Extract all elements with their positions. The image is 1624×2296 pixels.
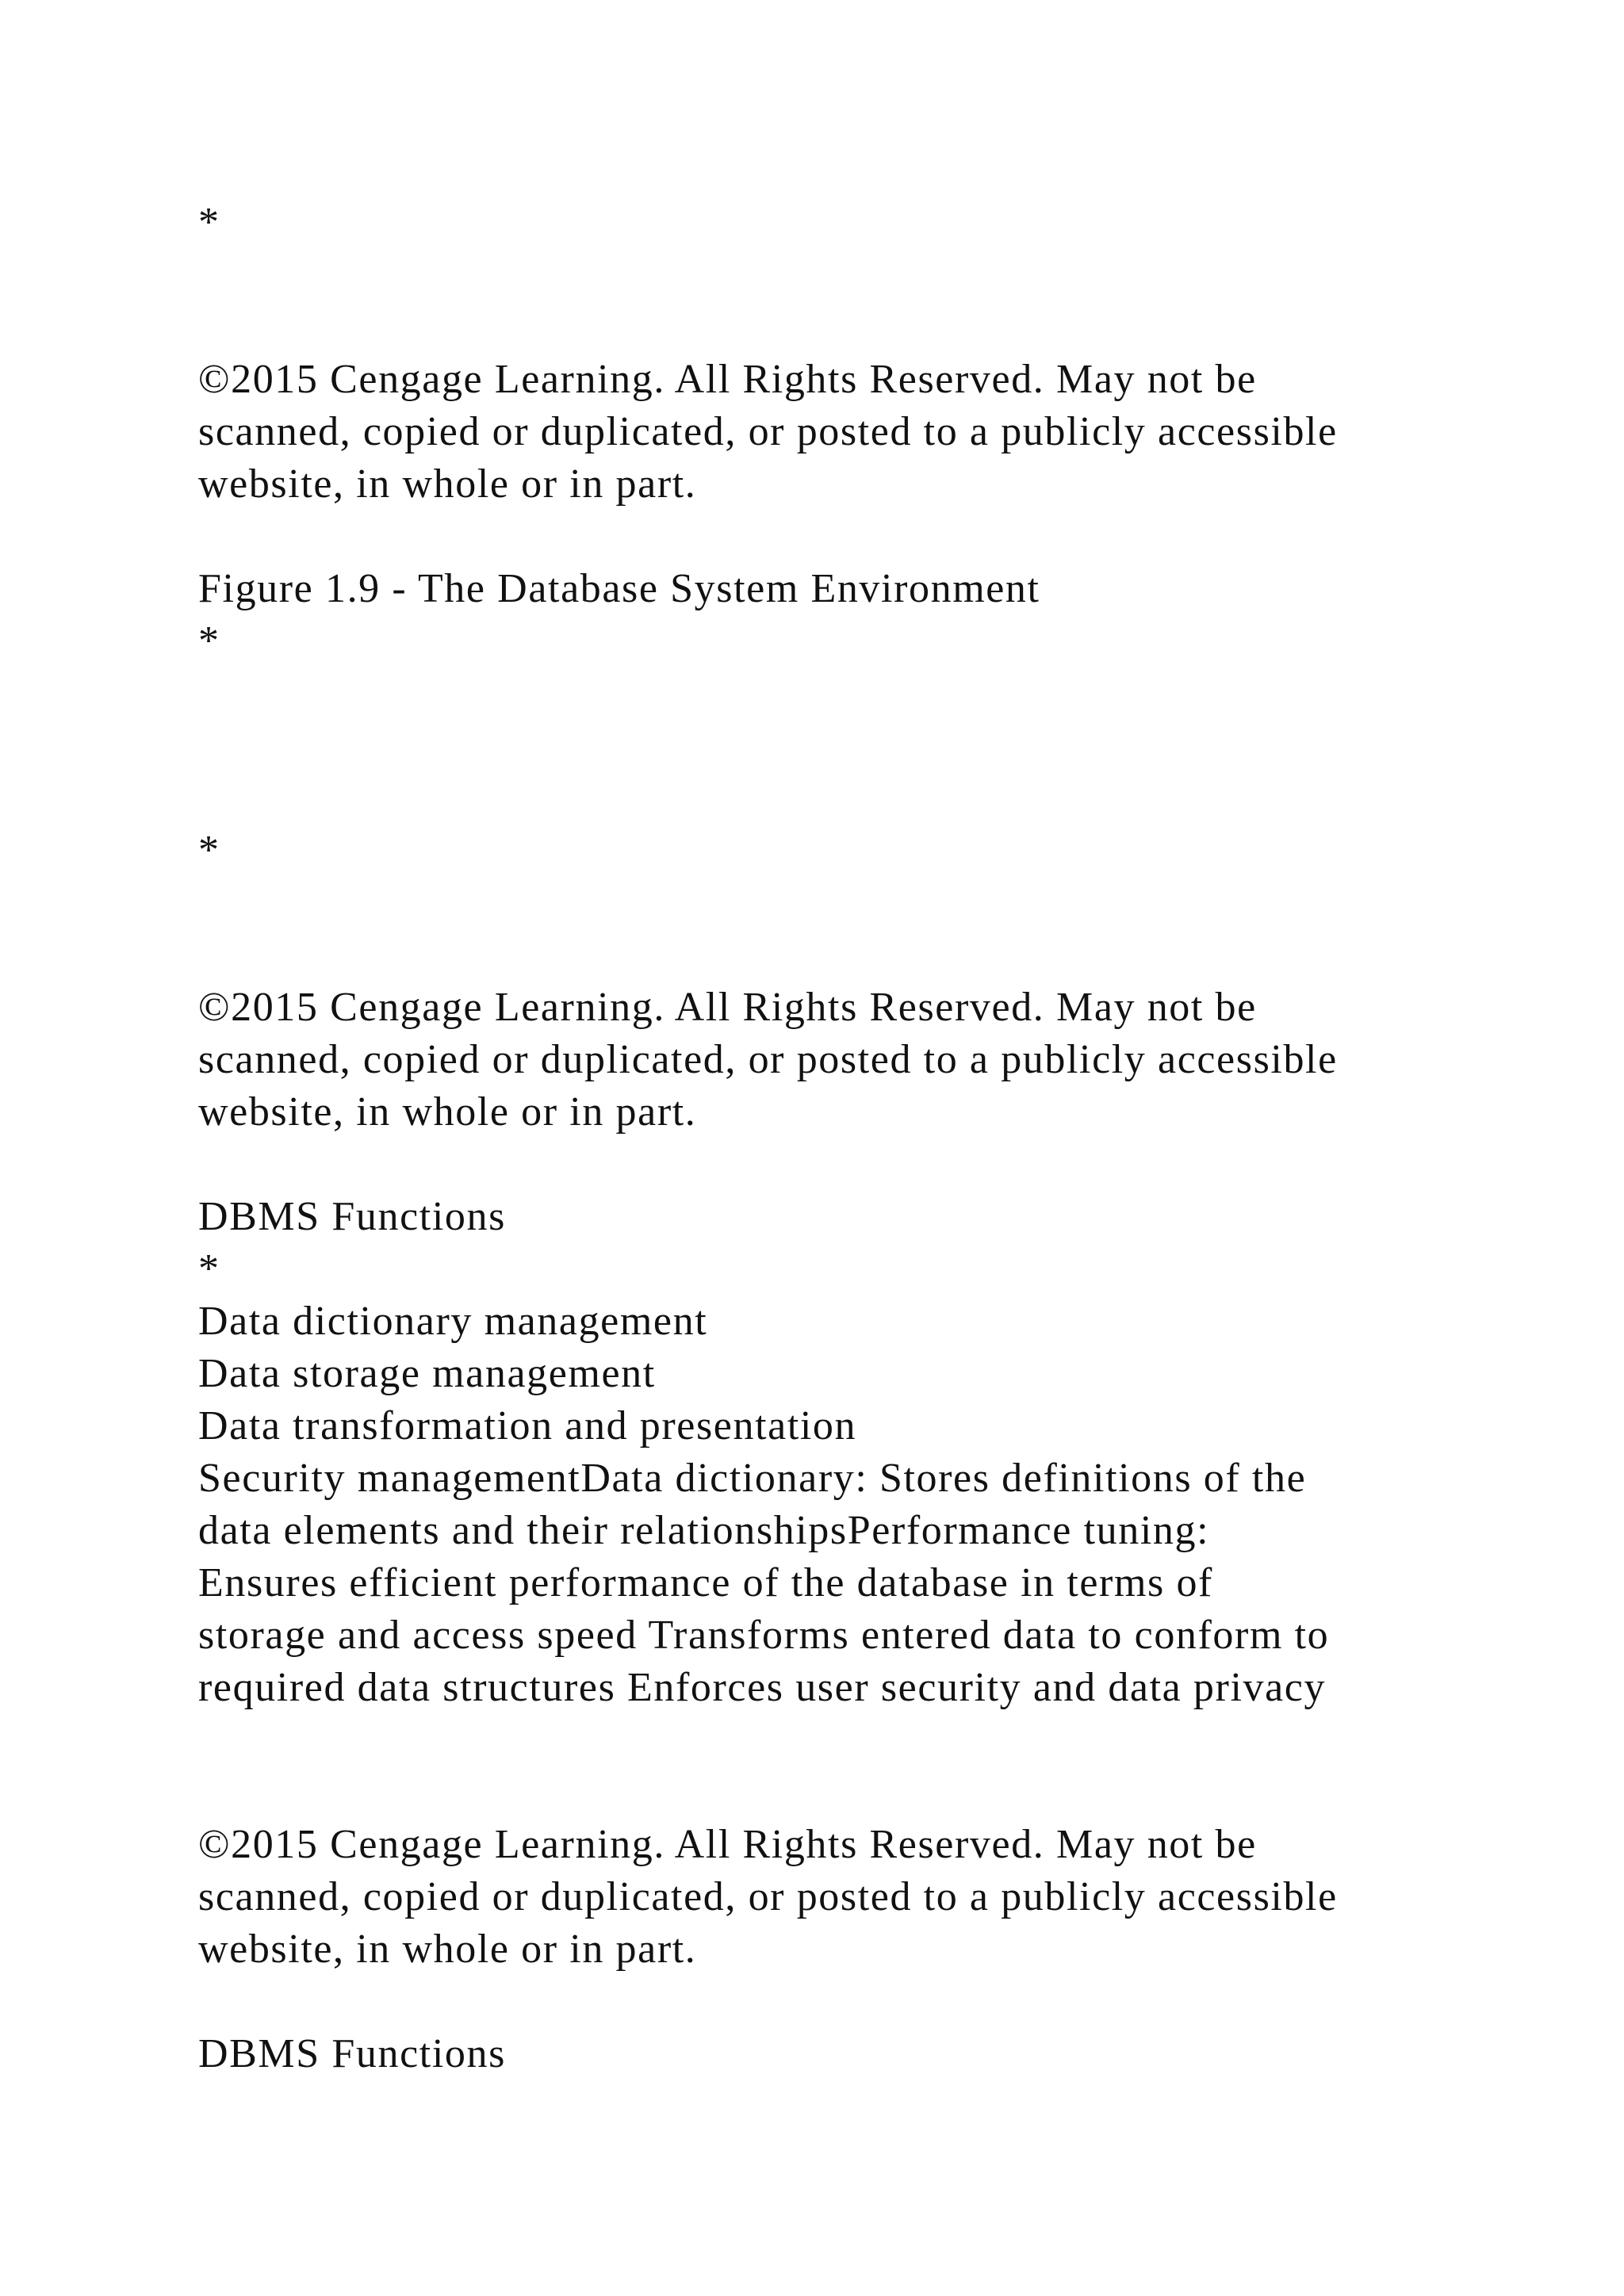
slide-marker: * xyxy=(198,618,220,664)
body-line: Data dictionary management xyxy=(198,1299,708,1344)
body-line: Data storage management xyxy=(198,1351,656,1396)
copyright-line: website, in whole or in part. xyxy=(198,1927,697,1972)
body-line: storage and access speed Transforms entered data to conform to xyxy=(198,1613,1330,1658)
slide-marker: * xyxy=(198,828,220,873)
figure-heading: Figure 1.9 - The Database System Environment xyxy=(198,566,1040,611)
copyright-line: ©2015 Cengage Learning. All Rights Reserved. May not be xyxy=(198,357,1257,402)
section-heading: DBMS Functions xyxy=(198,2031,506,2076)
body-line: Ensures efficient performance of the database in terms of xyxy=(198,1560,1213,1605)
body-line: Data transformation and presentation xyxy=(198,1403,857,1448)
body-line: Security managementData dictionary: Stores definitions of the xyxy=(198,1456,1307,1501)
copyright-line: website, in whole or in part. xyxy=(198,461,697,507)
copyright-line: scanned, copied or duplicated, or posted to a publicly accessible xyxy=(198,409,1338,454)
copyright-line: scanned, copied or duplicated, or posted to a publicly accessible xyxy=(198,1874,1338,1919)
copyright-line: scanned, copied or duplicated, or posted to a publicly accessible xyxy=(198,1037,1338,1082)
body-line: required data structures Enforces user security and data privacy xyxy=(198,1665,1327,1710)
copyright-line: ©2015 Cengage Learning. All Rights Reserved. May not be xyxy=(198,985,1257,1030)
slide-marker: * xyxy=(198,1246,220,1292)
slide-marker: * xyxy=(198,200,220,245)
copyright-line: website, in whole or in part. xyxy=(198,1089,697,1135)
copyright-line: ©2015 Cengage Learning. All Rights Reserved. May not be xyxy=(198,1822,1257,1867)
section-heading: DBMS Functions xyxy=(198,1194,506,1239)
body-line: data elements and their relationshipsPerformance tuning: xyxy=(198,1508,1210,1553)
